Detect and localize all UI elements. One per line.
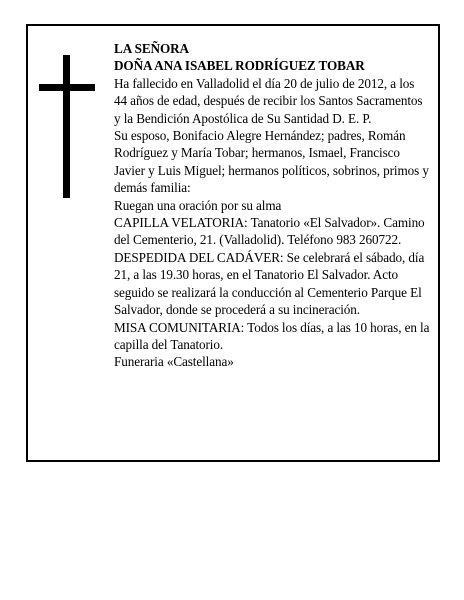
mass-info: MISA COMUNITARIA: Todos los días, a las 10 horas, en la capilla del Tanatorio.: [114, 319, 430, 352]
cross-icon-bar: [39, 84, 95, 91]
family-list: Su esposo, Bonifacio Alegre Hernández; padres, Román Rodríguez y María Tobar; hermanos, Ismael, Francisco Javier y Luis Miguel; hermanos políticos, sobrinos, primos y demás familia:: [114, 128, 429, 196]
cross-icon: [63, 55, 70, 198]
wake-chapel-info: CAPILLA VELATORIA: Tanatorio «El Salvador». Camino del Cementerio, 21. (Valladolid). Teléfono 983 260722.: [114, 215, 425, 248]
deceased-name: DOÑA ANA ISABEL RODRÍGUEZ TOBAR: [114, 58, 365, 74]
deceased-title: LA SEÑORA: [114, 41, 189, 56]
death-announcement: Ha fallecido en Valladolid el día 20 de julio de 2012, a los 44 años de edad, después de recibir los Santos Sacramentos y la Bendición Apostólica de Su Santidad D. E. P.: [114, 75, 423, 126]
funeral-home: Funeraria «Castellana»: [114, 354, 234, 370]
farewell-info: DESPEDIDA DEL CADÁVER: Se celebrará el sábado, día 21, a las 19.30 horas, en el Tanatorio El Salvador. Acto seguido se realizará la conducción al Cementerio Parque El Salvador, donde se procederá a su incineración.: [114, 249, 425, 318]
obituary-text: [114, 40, 430, 371]
prayer-request: Ruegan una oración por su alma: [114, 197, 282, 213]
